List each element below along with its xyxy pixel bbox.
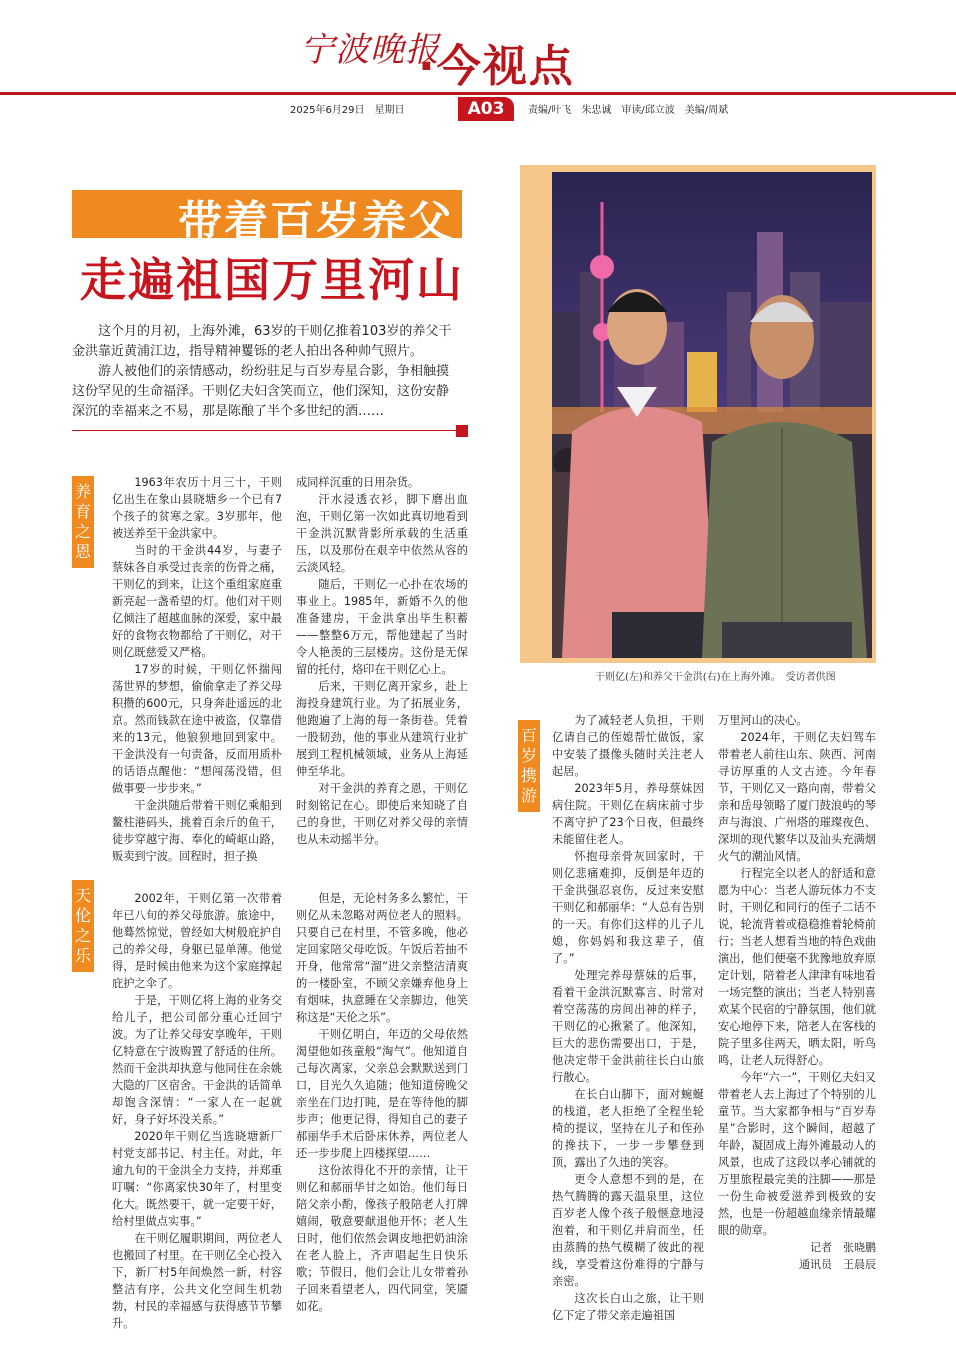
lead-paragraph: 游人被他们的亲情感动，纷纷驻足与百岁寿星合影，争相触摸这份罕见的生命福泽。干则亿夫妇含笑而立，他们深知，这份安静深沉的幸福来之不易，那是陈酿了半个多世纪的酒…… (72, 364, 450, 419)
article-column (112, 474, 282, 865)
paragraph: 对干金洪的养育之恩，干则亿时刻铭记在心。即使后来知晓了自己的身世，干则亿对养父母的亲情也从未动摇半分。 (296, 782, 468, 846)
paragraph: 干金洪随后带着干则亿乘船到鳌柱港码头，挑着百余斤的鱼干，徒步穿越宁海、奉化的崎岖山路，贩卖到宁波。回程时，担子换 (112, 799, 282, 863)
byline-correspondent: 通讯员 王晨辰 (799, 1258, 876, 1271)
page-number: A03 (458, 97, 514, 121)
paragraph: 后来，干则亿离开家乡，赴上海投身建筑行业。为了拓展业务，他跑遍了上海的每一条街巷。凭着一股韧劲，他的事业从建筑行业扩展到工程机械领域，业务从上海延伸至华北。 (296, 680, 468, 778)
paragraph: 这份浓得化不开的亲情，让干则亿和郝丽华甘之如饴。他们每日陪父亲小酌，像孩子般陪老人打牌嬉闹，敬意要献退他开怀；老人生日时，他们依然会调皮地把奶油涂在老人脸上，齐声唱起生日快乐歌；节假日，他们会让儿女带着孙子回来看望老人，四代同堂，笑靥如花。 (296, 1164, 468, 1313)
issue-date: 2025年6月29日 星期日 (290, 105, 405, 116)
paragraph: 成同样沉重的日用杂货。 (296, 476, 420, 489)
divider-square (456, 425, 468, 437)
paragraph: 在干则亿履职期间，两位老人也搬回了村里。在干则亿全心投入下，新厂村5年间焕然一新，村容整洁有序，公共文化空间生机勃勃，村民的幸福感与获得感节节攀升。 (112, 1232, 282, 1330)
article-column (552, 712, 704, 1324)
paragraph: 但是，无论村务多么繁忙，干则亿从未忽略对两位老人的照料。只要自己在村里，不管多晚，他必定回家陪父母吃饭。午饭后若抽不开身，他常常“溜”进父亲整洁清爽的一楼卧室，不顾父亲嫌弃他身上有烟味，执意睡在父亲脚边，他笑称这是“天伦之乐”。 (296, 892, 468, 1024)
paragraph: 处理完养母蔡妹的后事，看着干金洪沉默寡言、时常对着空荡荡的房间出神的样子，干则亿的心揪紧了。他深知，巨大的悲伤需要出口，于是，他决定带干金洪前往长白山旅行散心。 (552, 969, 704, 1084)
lead-paragraph: 这个月的月初，上海外滩，63岁的干则亿推着103岁的养父干金洪靠近黄浦江边，指导精神矍铄的老人拍出各种帅气照片。 (72, 324, 452, 359)
paragraph: 在长白山脚下，面对蜿蜒的栈道，老人拒绝了全程坐轮椅的提议，坚持在儿子和侄孙的搀扶下，一步一步攀登到顶，露出了久违的笑容。 (552, 1088, 704, 1169)
editors-credit: 责编/叶飞 朱忠诚 审读/邱立波 美编/周斌 (528, 105, 729, 116)
article-column (112, 890, 282, 1332)
paragraph: 当时的干金洪44岁，与妻子蔡妹各自承受过丧亲的伤骨之痛，干则亿的到来，让这个重组家庭重新亮起一盏希望的灯。他们对干则亿倾注了超越血脉的深爱，家中最好的食物衣物都给了干则亿，对干则亿既慈爱又严格。 (112, 544, 282, 659)
lead-divider (72, 430, 462, 431)
paragraph: 万里河山的决心。 (718, 714, 808, 727)
article-column (296, 474, 468, 848)
lead-paragraphs (72, 322, 452, 422)
byline-reporter: 记者 张晓鹏 (810, 1241, 876, 1254)
section-label-nurture: 养育之恩 (72, 476, 94, 568)
photo-caption: 干则亿(左)和养父干金洪(右)在上海外滩。 受访者供图 (595, 672, 836, 683)
paragraph: 干则亿明白，年迈的父母依然渴望他如孩童般“淘气”。他知道自己每次离家，父亲总会默默送到门口，目光久久追随；他知道傍晚父亲坐在门边打盹，是在等待他的脚步声；他更记得，得知自己的妻子郝丽华手术后卧床休养，两位老人还一步步爬上四楼探望…… (296, 1028, 468, 1160)
section-label-family-joy: 天伦之乐 (72, 880, 94, 972)
paragraph: 怀抱母亲骨灰回家时，干则亿悲痛难抑，反倒是年迈的干金洪强忍哀伤，反过来安慰干则亿和郝丽华：“人总有告别的一天。有你们这样的儿子儿媳，你妈妈和我这辈子，值了。” (552, 850, 704, 965)
paragraph: 2024年，干则亿夫妇驾车带着老人前往山东、陕西、河南寻访厚重的人文古迹。今年春节，干则亿又一路向南，带着父亲和岳母领略了厦门鼓浪屿的琴声与海浪、广州塔的璀璨夜色、深圳的现代繁华以及汕头充满烟火气的潮汕风情。 (718, 731, 876, 863)
photo-bund-night (552, 172, 872, 658)
paragraph: 今年“六一”，干则亿夫妇又带着老人去上海过了个特别的儿童节。当大家都争相与“百岁寿星”合影时，这个瞬间，超越了年龄，凝固成上海外滩最动人的风景，也成了这段以孝心铺就的万里旅程最完美的注脚——那是一份生命被爱滋养到极致的安然，也是一份超越血缘亲情最耀眼的勋章。 (718, 1071, 876, 1237)
masthead-rule (0, 92, 956, 95)
paragraph: 于是，干则亿将上海的业务交给儿子，把公司部分重心迁回宁波。为了让养父母安享晚年，干则亿特意在宁波购置了舒适的住所。然而干金洪却执意与他同住在余姚大隐的厂区宿舍。干金洪的话简单却饱含深情：“一家人在一起就好，身子好坏没关系。” (112, 994, 282, 1126)
article-column (296, 890, 468, 1315)
paragraph: 2020年干则亿当选晓塘新厂村党支部书记、村主任。对此，年逾九旬的干金洪全力支持，并郑重叮嘱：“你离家快30年了，村里变化大。既然要干，就一定要干好，给村里做点实事。” (112, 1130, 282, 1228)
paragraph: 2002年，干则亿第一次带着年已八旬的养父母旅游。旅途中，他蓦然惊觉，曾经如大树般庇护自己的养父母，身躯已显单薄。他觉得，是时候由他来为这个家庭撑起庇护之伞了。 (112, 892, 282, 990)
paragraph: 汗水浸透衣衫，脚下磨出血泡，干则亿第一次如此真切地看到干金洪沉默背影所承载的生活重压，以及那份在艰辛中依然从容的云淡风轻。 (296, 493, 468, 574)
headline-line-2: 走遍祖国万里河山 (80, 253, 464, 307)
byline (718, 1239, 876, 1273)
paragraph: 更令人意想不到的是，在热气腾腾的露天温泉里，这位百岁老人像个孩子般惬意地浸泡着，和干则亿并肩而坐，任由蒸腾的热气模糊了彼此的视线，享受着这份难得的宁静与亲密。 (552, 1173, 704, 1288)
paragraph: 为了减轻老人负担，干则亿请自己的侄媳帮忙做饭，家中安装了摄像头随时关注老人起居。 (552, 714, 704, 778)
paragraph: 2023年5月，养母蔡妹因病住院。干则亿在病床前寸步不离守护了23个日夜，但最终未能留住老人。 (552, 782, 704, 846)
article-column (718, 712, 876, 1273)
paragraph: 行程完全以老人的舒适和意愿为中心：当老人游玩体力不支时，干则亿和同行的侄子二话不说，轮流背着或稳稳推着轮椅前行；当老人想看当地的特色戏曲演出，他们便毫不犹豫地放弃原定计划，陪着老人津津有味地看一场完整的演出；当老人特别喜欢某个民宿的宁静氛围，他们就安心地停下来，陪老人在客栈的院子里多住两天，晒太阳，听鸟鸣，让老人玩得舒心。 (718, 867, 876, 1067)
section-label-centenarian-travel: 百岁携游 (518, 720, 540, 812)
section-title: ·今视点 (418, 41, 575, 92)
paragraph: 随后，干则亿一心扑在农场的事业上。1985年，新婚不久的他准备建房，干金洪拿出毕生积蓄——整整6万元，帮他建起了当时令人艳羡的三层楼房。这份是无保留的托付，烙印在干则亿心上。 (296, 578, 468, 676)
newspaper-brand: 宁波晚报 (300, 30, 440, 70)
paragraph: 17岁的时候，干则亿怀揣闯荡世界的梦想，偷偷拿走了养父母积攒的600元，只身奔赴遥远的北京。然而钱款在途中被盗，仅靠借来的13元，他狼狈地回到家中。干金洪没有一句责备，反而用质朴的话语点醒他：“想闯荡没错，但做事要一步步来。” (112, 663, 282, 795)
paragraph: 这次长白山之旅，让干则亿下定了带父亲走遍祖国 (552, 1292, 704, 1322)
paragraph: 1963年农历十月三十，干则亿出生在象山县晓塘乡一个已有7个孩子的贫寒之家。3岁那年，他被送养至干金洪家中。 (112, 476, 282, 540)
headline-line-1: 带着百岁养父 (178, 197, 454, 248)
